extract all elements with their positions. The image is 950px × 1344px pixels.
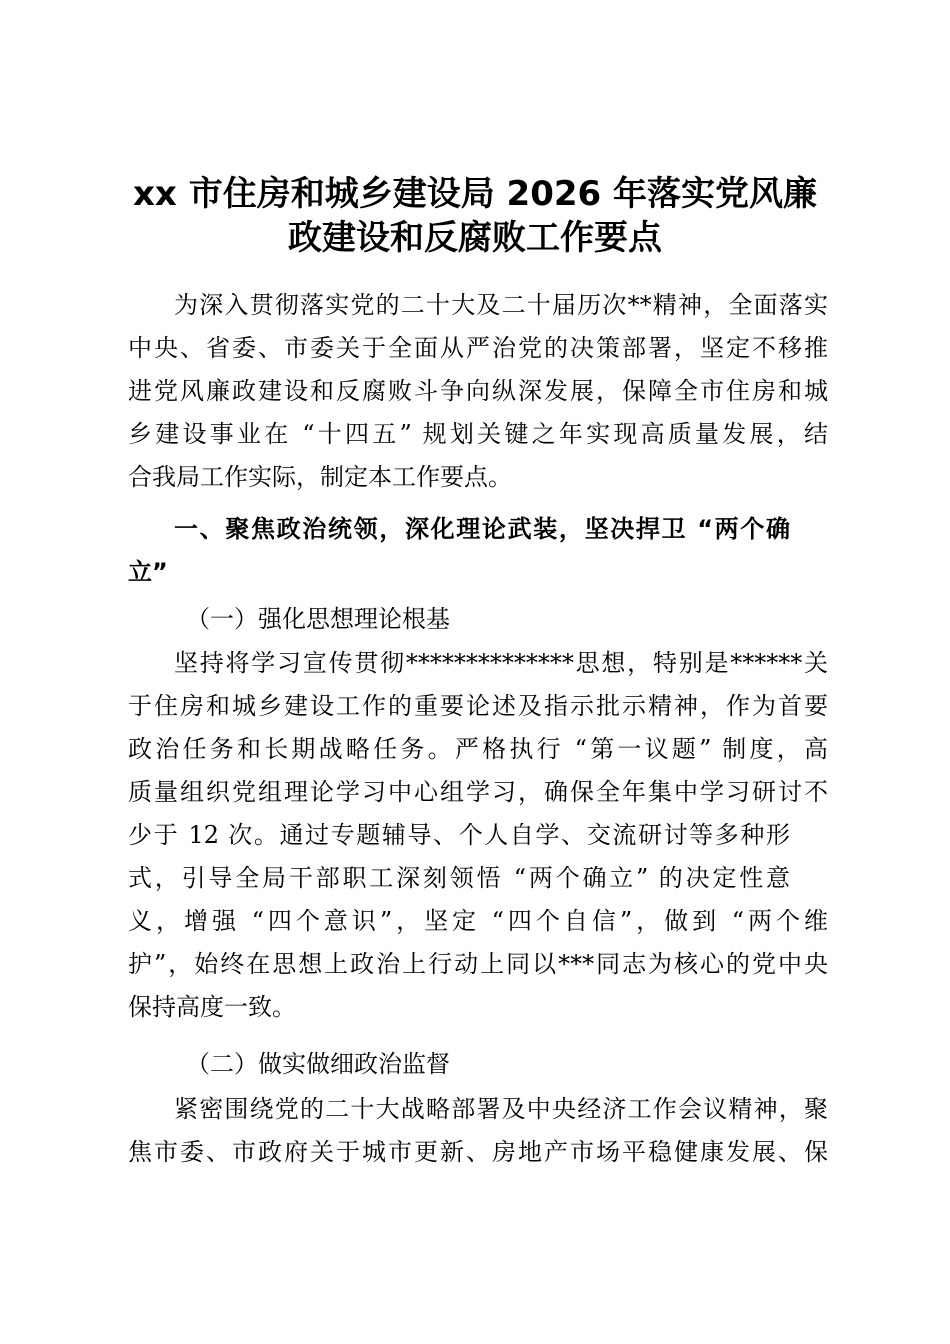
body-line: 坚持将学习宣传贯彻**************思想，特别是******关	[174, 649, 828, 677]
body-line: 保持高度一致。	[128, 993, 296, 1021]
intro-line: 为深入贯彻落实党的二十大及二十届历次**精神，全面落实	[174, 291, 828, 319]
intro-line: 乡建设事业在 “十四五” 规划关键之年实现高质量发展，结	[128, 420, 828, 448]
document-title-line-2: 政建设和反腐败工作要点	[288, 218, 662, 258]
body-line: 质量组织党组理论学习中心组学习，确保全年集中学习研讨不	[128, 778, 828, 806]
body-line: 焦市委、市政府关于城市更新、房地产市场平稳健康发展、保	[128, 1138, 828, 1166]
body-line: 于住房和城乡建设工作的重要论述及指示批示精神，作为首要	[128, 692, 828, 720]
intro-line: 中央、省委、市委关于全面从严治党的决策部署，坚定不移推	[128, 334, 828, 362]
subsection-2-title: （二）做实做细政治监督	[186, 1050, 450, 1078]
section-heading-line: 立”	[128, 558, 168, 586]
body-line: 义，增强 “四个意识”，坚定 “四个自信”，做到 “两个维	[128, 907, 828, 935]
body-line: 少于 12 次。通过专题辅导、个人自学、交流研讨等多种形	[128, 821, 790, 849]
body-line: 式，引导全局干部职工深刻领悟 “两个确立” 的决定性意	[128, 864, 790, 892]
section-heading-line: 一、聚焦政治统领，深化理论武装，坚决捍卫 “两个确	[174, 515, 790, 543]
body-line: 政治任务和长期战略任务。严格执行 “第一议题” 制度，高	[128, 735, 828, 763]
intro-line: 进党风廉政建设和反腐败斗争向纵深发展，保障全市住房和城	[128, 377, 828, 405]
subsection-1-title: （一）强化思想理论根基	[186, 605, 450, 633]
body-line: 护”，始终在思想上政治上行动上同以***同志为核心的党中央	[128, 950, 828, 978]
intro-line: 合我局工作实际，制定本工作要点。	[128, 463, 512, 491]
document-title-line-1: xx 市住房和城乡建设局 2026 年落实党风廉	[133, 174, 817, 214]
body-line: 紧密围绕党的二十大战略部署及中央经济工作会议精神，聚	[174, 1095, 828, 1123]
